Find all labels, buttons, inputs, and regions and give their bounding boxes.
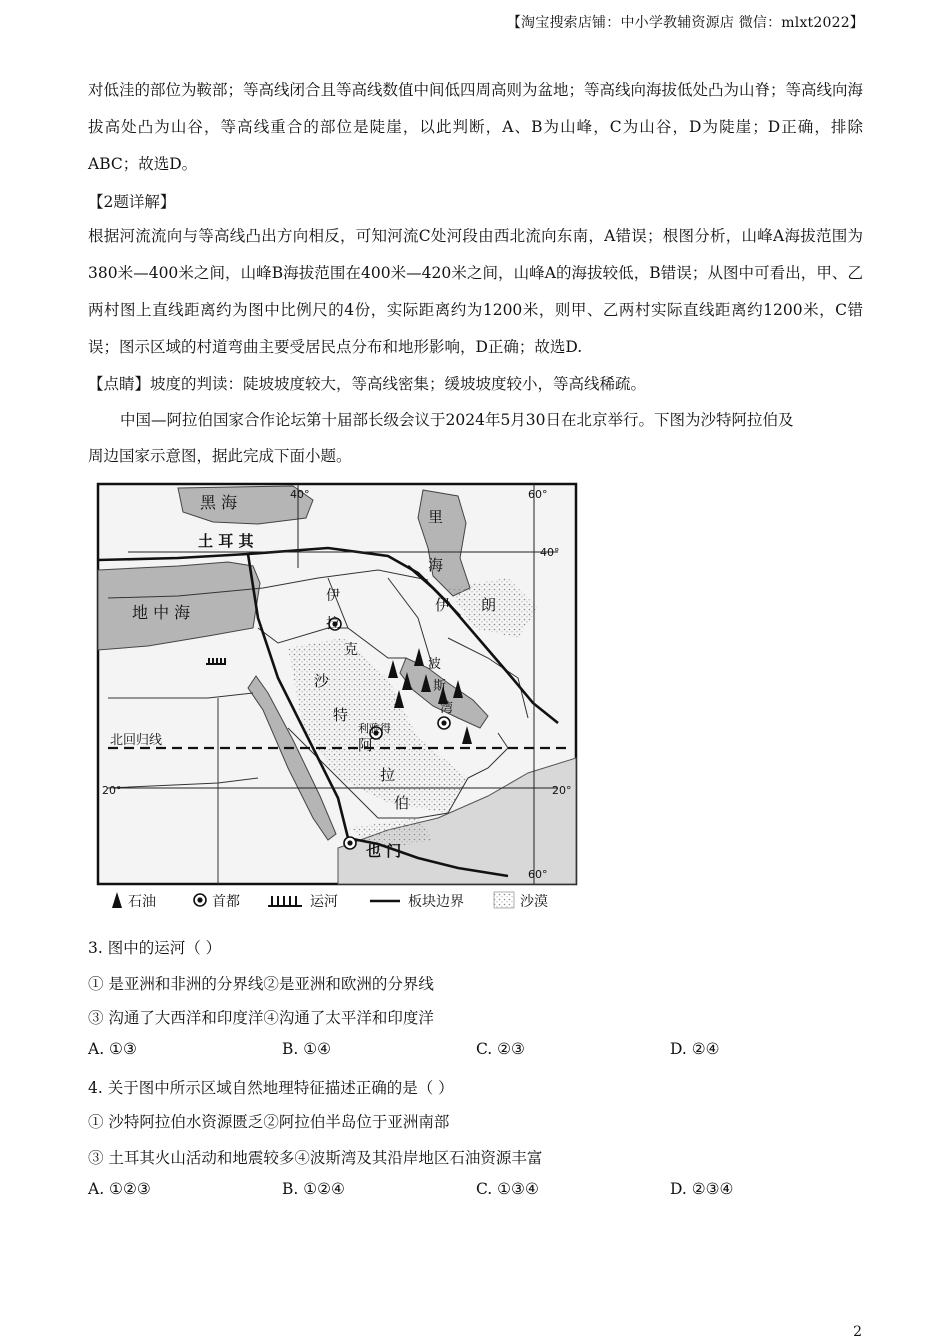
label-lon-60-top: 60°: [528, 488, 548, 501]
label-iran-2: 朗: [481, 596, 497, 614]
label-iran-1: 伊: [435, 596, 451, 614]
legend-desert-label: 沙漠: [520, 894, 548, 910]
label-lat-20-left: 20°: [102, 784, 122, 797]
label-gulf-1: 波: [428, 657, 442, 672]
q2-section-title: 【2题详解】: [88, 193, 176, 211]
q3-choice-a: A. ①③: [88, 1040, 137, 1058]
label-black-sea: 黑 海: [200, 493, 238, 512]
legend-capital-icon: [194, 894, 206, 906]
material-line-1: 中国—阿拉伯国家合作论坛第十届部长级会议于2024年5月30日在北京举行。下图为沙特阿拉伯及: [120, 411, 794, 429]
label-caspian-1: 里: [428, 508, 444, 526]
q4-choice-c: C. ①③④: [476, 1180, 539, 1198]
q2-explanation-para: 根据河流流向与等高线凸出方向相反，可知河流C处河段由西北流向东南，A错误；根图分析，山峰A海拔范围为380米—400米之间，山峰B海拔范围在400米—420米之间，山峰A的海拔较低，B错误；从图中可看出，甲、乙两村图上直线距离约为图中比例尺的4份，实际距离约为1200米，则甲、乙两村实际直线距离约1200米，C错误；图示区域的村道弯曲主要受居民点分布和地形影响，D正确；故选D.: [88, 227, 863, 356]
label-saudi-2: 特: [333, 706, 349, 724]
label-caspian-2: 海: [428, 556, 444, 574]
q4-choice-b: B. ①②④: [282, 1180, 345, 1198]
tip-line: 【点睛】坡度的判读：陡坡坡度较大，等高线密集；缓坡坡度较小，等高线稀疏。: [88, 375, 647, 393]
q4-stem: 4. 关于图中所示区域自然地理特征描述正确的是（ ）: [88, 1079, 454, 1097]
q3-choice-c: C. ②③: [476, 1040, 525, 1058]
label-iraq-3: 克: [344, 642, 358, 658]
label-riyadh: 利雅得: [358, 722, 391, 735]
label-saudi-5: 伯: [394, 794, 410, 812]
q3-choice-b: B. ①④: [282, 1040, 332, 1058]
label-tropic-of-cancer: 北回归线: [110, 733, 163, 748]
page-header: 【淘宝搜索店铺：中小学教辅资源店 微信：mlxt2022】: [506, 15, 864, 31]
legend-desert-icon: [494, 892, 514, 908]
legend-canal-icon: [268, 896, 302, 906]
label-gulf-3: 湾: [440, 701, 454, 716]
label-iraq-2: 拉: [326, 616, 340, 632]
legend-oil-icon: [112, 892, 122, 908]
legend-plate-label: 板块边界: [408, 894, 464, 910]
label-lat-40: 40°: [540, 546, 560, 559]
label-turkey: 土 耳 其: [198, 532, 254, 550]
legend-canal-label: 运河: [310, 894, 338, 910]
q3-statements-3-4: ③ 沟通了大西洋和印度洋④沟通了太平洋和印度洋: [88, 1009, 434, 1027]
label-saudi-4: 拉: [380, 766, 396, 784]
legend-oil-label: 石油: [128, 894, 156, 910]
page-number: 2: [853, 1324, 862, 1340]
label-mediterranean: 地 中 海: [132, 603, 191, 622]
label-gulf-2: 斯: [433, 679, 447, 694]
q4-choice-d: D. ②③④: [670, 1180, 734, 1198]
material-line-2: 周边国家示意图，据此完成下面小题。: [88, 447, 352, 465]
q4-choice-a: A. ①②③: [88, 1180, 151, 1198]
map-legend: [112, 892, 548, 910]
label-lat-20-right: 20°: [552, 784, 572, 797]
label-saudi-3: 阿: [358, 736, 374, 754]
answer-explanation-para: 对低洼的部位为鞍部；等高线闭合且等高线数值中间低四周高则为盆地；等高线向海拔低处凸为山脊；等高线向海拔高处凸为山谷，等高线重合的部位是陡崖，以此判断，A、B为山峰，C为山谷，D为陡崖；D正确，排除ABC；故选D。: [88, 81, 864, 173]
label-yemen: 也 门: [366, 842, 402, 860]
label-saudi-1: 沙: [314, 672, 330, 690]
legend-capital-label: 首都: [212, 894, 240, 910]
label-lon-40: 40°: [290, 488, 310, 501]
q3-statements-1-2: ① 是亚洲和非洲的分界线②是亚洲和欧洲的分界线: [88, 975, 434, 993]
q4-statements-1-2: ① 沙特阿拉伯水资源匮乏②阿拉伯半岛位于亚洲南部: [88, 1113, 450, 1131]
q3-choice-d: D. ②④: [670, 1040, 720, 1058]
q4-statements-3-4: ③ 土耳其火山活动和地震较多④波斯湾及其沿岸地区石油资源丰富: [88, 1149, 543, 1167]
label-lon-60-bottom: 60°: [528, 868, 548, 881]
label-iraq-1: 伊: [326, 588, 340, 604]
q3-stem: 3. 图中的运河（ ）: [88, 939, 222, 957]
map-svg: [88, 478, 584, 918]
saudi-arabia-map-figure: [88, 478, 584, 918]
